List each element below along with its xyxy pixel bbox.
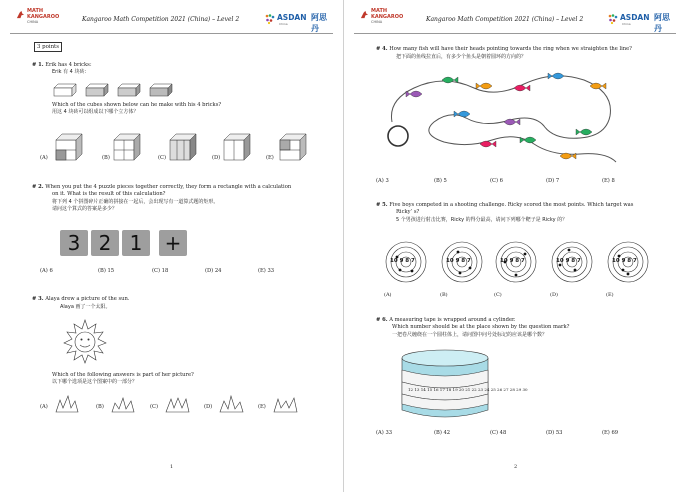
q3-text-en: Alaya drew a picture of the sun. [45,296,130,302]
page-number: 2 [514,464,518,470]
q3-option-c-figure [166,396,190,412]
q5-option-d[interactable]: (D) [550,292,558,298]
math-kangaroo-logo [360,8,404,30]
bullet-hole [559,264,562,267]
q2-option-e[interactable]: (E) 33 [258,268,275,274]
page-2 [343,0,686,492]
q1-option-d[interactable]: (D) [212,155,221,161]
bullet-hole [411,270,414,273]
q3-option-a-figure [56,396,80,412]
q3-text-cn: Alaya 画了一个太阳。 [60,304,111,310]
q6-text-en: A measuring tape is wrapped around a cylinder. [389,317,516,323]
asdan-chinese-name: 阿思丹 [654,13,670,33]
q4-option-a[interactable]: (A) 3 [376,178,389,184]
header-title: Kangaroo Math Competition 2021 (China) – Level 2 [82,16,240,23]
q6-option-e[interactable]: (E) 69 [602,430,619,436]
logo-sub: CHINA [27,20,39,24]
q4-text-cn: 把下面的鱼线拉直后，有多少个鱼头是朝着圆环的方向的？ [396,54,527,60]
logo-name: MATH KANGAROO [371,8,404,20]
puzzle-piece: + [159,230,187,256]
q5-option-c[interactable]: (C) [494,292,502,298]
q6-number: # 6. [376,317,388,323]
q5-text-en: Five boys competed in a shooting challenge. Ricky scored the most points. Which target was [389,202,634,208]
q4-option-d[interactable]: (D) 7 [546,178,560,184]
q3-option-a[interactable]: (A) [40,404,48,410]
q2-option-b[interactable]: (B) 15 [98,268,115,274]
q3-number: # 3. [32,296,44,302]
logo-name: MATH KANGAROO [27,8,60,20]
q1-option-c[interactable]: (C) [158,155,167,161]
asdan-dots-icon [608,14,618,24]
q2-option-c[interactable]: (C) 18 [152,268,169,274]
cylinder-figure [400,348,528,420]
q2-option-a[interactable]: (A) 6 [40,268,53,274]
q3-option-b[interactable]: (B) [96,404,104,410]
asdan-logo [608,11,674,33]
kangaroo-logo-icon [360,10,369,19]
bullet-hole [469,267,472,270]
bullet-hole [459,272,462,275]
asdan-name: ASDAN [620,13,650,22]
q3-option-b-figure [112,397,136,412]
bullet-hole [618,255,621,258]
points-label: 3 points [34,42,62,52]
q1-text-cn: Erik 有 4 块砖： [52,69,90,75]
q3-option-d[interactable]: (D) [204,404,213,410]
fish-line-figure [384,66,624,170]
q2-text-cn: 将下列 4 个拼图碎片正确的拼接在一起后，会出现写有一道算式题的矩形。 [52,199,219,205]
q6-text-en-2: Which number should be at the place shown by the question mark? [392,324,570,330]
q1-text-cn-2: 用这 4 块砖可以组成以下哪个立方体？ [52,109,139,115]
q4-option-e[interactable]: (E) 8 [602,178,615,184]
page-number: 1 [170,464,174,470]
q3-option-e[interactable]: (E) [258,404,266,410]
q6-text-cn: 一把卷尺缠绕在一个圆柱体上，请问图中问号处标记的应该是哪个数？ [392,332,548,338]
q1-bricks-figure [52,82,172,100]
math-kangaroo-logo [16,8,60,30]
puzzle-piece: 3 [60,230,88,256]
bullet-hole [515,274,518,277]
q5-number: # 5. [376,202,388,208]
q3-text-en-2: Which of the following answers is part of her picture? [52,372,194,378]
q1-option-b[interactable]: (B) [102,155,110,161]
puzzle-piece: 2 [91,230,119,256]
bullet-hole [574,269,577,272]
target-ring-numbers: 10 9 8 7 [390,258,415,264]
bullet-hole [568,249,571,252]
q1-question [32,62,92,69]
q6-option-d[interactable]: (D) 53 [546,430,563,436]
q3-text-cn-2: 以下哪个选项是这个图案中的一部分？ [52,379,138,385]
bullet-hole [627,273,630,276]
tape-numbers: 12 13 14 15 16 17 18 19 20 21 22 23 24 25 26 27 28 29 30 [408,387,528,392]
q4-number: # 4. [376,46,388,52]
header-title: Kangaroo Math Competition 2021 (China) – Level 2 [426,16,584,23]
q1-text-en: Erik has 4 bricks: [45,62,92,68]
bullet-hole [399,269,402,272]
q1-option-e[interactable]: (E) [266,155,274,161]
q4-text-en: How many fish will have their heads pointing towards the ring when we straighten the line? [389,46,632,52]
q5-option-a[interactable]: (A) [384,292,392,298]
q3-option-c[interactable]: (C) [150,404,159,410]
page-header [10,6,333,34]
target-ring-numbers: 10 9 8 7 [446,258,471,264]
q3-option-e-figure [274,397,298,412]
bullet-hole [457,251,460,254]
asdan-name: ASDAN [277,13,307,22]
q5-option-e[interactable]: (E) [606,292,614,298]
q6-option-c[interactable]: (C) 48 [490,430,507,436]
asdan-sub: China [279,22,288,26]
asdan-logo [265,11,331,33]
asdan-sub: China [622,22,631,26]
q2-number: # 2. [32,184,44,190]
puzzle-piece: 1 [122,230,150,256]
q2-text-en: When you put the 4 puzzle pieces together correctly, they form a rectangle with a calculation [45,184,292,190]
q5-text-en-2: Ricky’ s? [396,209,420,215]
q1-option-a[interactable]: (A) [40,155,48,161]
logo-sub: CHINA [371,20,383,24]
target-ring-numbers: 10 9 8 7 [500,258,525,264]
bullet-hole [622,269,625,272]
q1-number: # 1. [32,62,44,68]
bullet-hole [524,253,527,256]
q3-question [32,296,129,303]
page-header [354,6,676,34]
q4-option-c[interactable]: (C) 6 [490,178,503,184]
target-ring-numbers: 10 9 8 7 [556,258,581,264]
q6-option-b[interactable]: (B) 42 [434,430,451,436]
q2-option-d[interactable]: (D) 24 [205,268,222,274]
q2-question [32,184,291,191]
q5-option-b[interactable]: (B) [440,292,448,298]
q2-text-en-2: on it. What is the result of this calculation? [52,191,166,197]
q2-text-cn-2: 请问这个算式的答案是多少？ [52,206,118,212]
q6-option-a[interactable]: (A) 33 [376,430,393,436]
target-ring-numbers: 10 9 8 7 [612,258,637,264]
asdan-chinese-name: 阿思丹 [311,13,327,33]
q3-option-d-figure [220,396,244,412]
q5-text-cn: 5 个男孩进行射击比赛，Ricky 的得分最高，请问下列哪个靶子是 Ricky 的？ [396,217,568,223]
q5-question [376,202,633,209]
sun-figure [62,318,108,364]
kangaroo-logo-icon [16,10,25,19]
asdan-dots-icon [265,14,275,24]
q6-question [376,317,516,324]
q1-text-en-2: Which of the cubes shown below can he make with his 4 bricks? [52,102,222,108]
q4-option-b[interactable]: (B) 5 [434,178,447,184]
q4-question [376,46,632,53]
